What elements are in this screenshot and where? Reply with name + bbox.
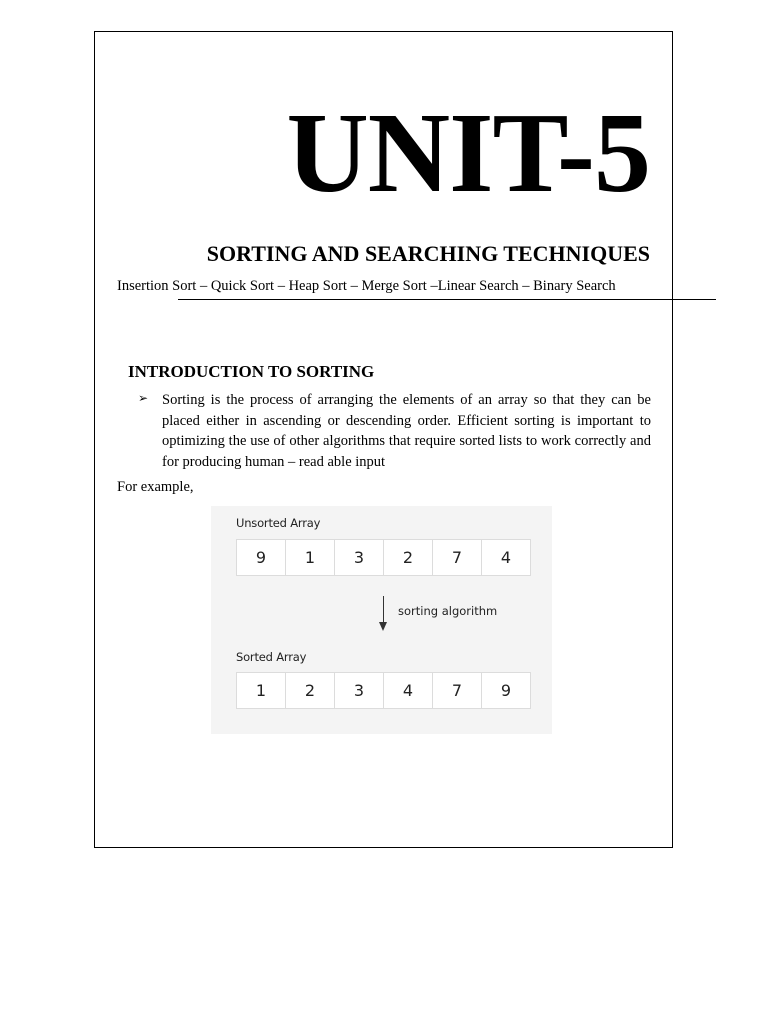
topics-list: Insertion Sort – Quick Sort – Heap Sort – Merge Sort –Linear Search – Binary Search: [117, 278, 616, 294]
sorting-figure: [211, 506, 552, 734]
array-cell: 9: [500, 681, 512, 700]
unsorted-array: [236, 539, 531, 576]
array-cell: 3: [335, 673, 384, 708]
sorted-array-label: Sorted Array: [236, 650, 307, 664]
down-arrow-head: [379, 622, 387, 631]
array-cell: 9: [237, 540, 286, 575]
example-intro: For example,: [117, 479, 194, 495]
section-title: SORTING AND SEARCHING TECHNIQUES: [206, 241, 650, 266]
array-cell: 4: [500, 548, 512, 567]
down-arrow-icon: [383, 596, 384, 624]
array-cell: 1: [237, 673, 286, 708]
sorted-array: [236, 672, 531, 709]
array-cell: 2: [286, 673, 335, 708]
sorting-algorithm-label: sorting algorithm: [398, 604, 498, 618]
array-cell: 7: [433, 540, 482, 575]
unsorted-array-label: Unsorted Array: [236, 516, 321, 530]
intro-heading: INTRODUCTION TO SORTING: [128, 362, 375, 381]
unit-title: UNIT-5: [286, 89, 650, 216]
array-cell: 3: [335, 540, 384, 575]
array-cell: 2: [384, 540, 433, 575]
bullet-arrow-icon: ➢: [138, 391, 149, 405]
array-cell: 4: [384, 673, 433, 708]
array-cell: 1: [286, 540, 335, 575]
topics-underline: [178, 299, 716, 300]
bullet-paragraph: Sorting is the process of arranging the elements of an array so that they can be placed either in ascending or descending order. Efficient sorting is important to optimizing the use of other algorithms that require sorted lists to work correctly and for producing human – read able input: [162, 392, 651, 470]
array-cell: 7: [433, 673, 482, 708]
